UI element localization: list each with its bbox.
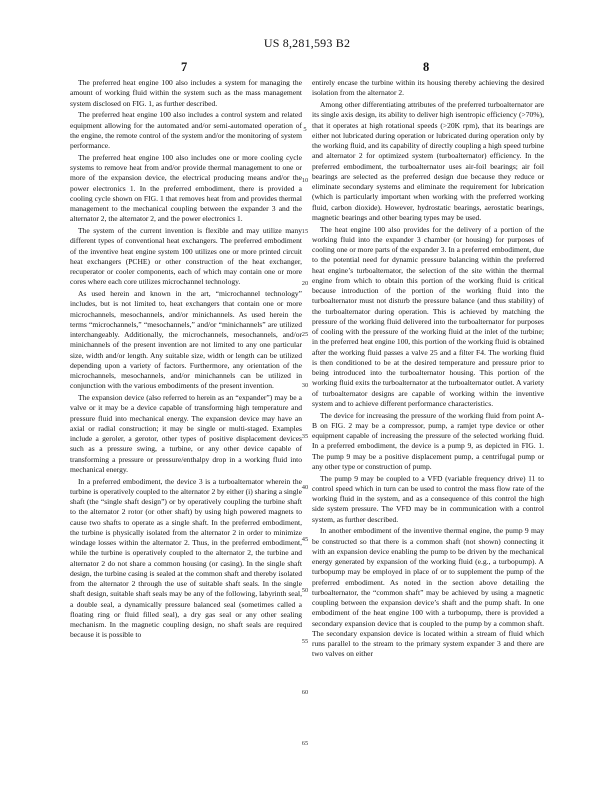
paragraph: The preferred heat engine 100 also includes a system for managing the amount of working fluid within the system such as the mass management system disclosed on FIG. 1, as further described. — [70, 78, 302, 108]
line-number: 5 — [303, 126, 307, 133]
right-text-column — [312, 78, 544, 661]
line-number: 40 — [301, 484, 309, 491]
patent-number-header: US 8,281,593 B2 — [263, 36, 351, 50]
line-number: 55 — [301, 638, 309, 645]
paragraph: The expansion device (also referred to herein as an “expander”) may be a valve or it may be a device capable of transforming high temperature and pressure fluid into mechanical energy. The expansion device may have an axial or radial construction; it may be single or multi-staged. Examples include a geroler, a gerotor, other types of positive displacement devices such as a pressure swing, a turbine, or any other device capable of transforming a pressure or pressure/enthalpy drop in a working fluid into mechanical energy. — [70, 393, 302, 474]
paragraph: entirely encase the turbine within its housing thereby achieving the desired isolation from the alternator 2. — [312, 78, 544, 98]
paragraph: The heat engine 100 also provides for the delivery of a portion of the working fluid into the expander 3 chamber (or housing) for purposes of cooling one or more parts of the expander 3. In a preferred embodiment, due to the potential need for dynamic pressure balancing within the preferred heat engine’s turboalternator, the selection of the site within the thermal engine from which to obtain this portion of the working fluid is critical because introduction of the portion of the working fluid into the turboalternator must not disturb the pressure balance (and thus stability) of the turboalternator during operation. This is achieved by matching the pressure of the working fluid delivered into the turboalternator for purposes of cooling with the pressure of the working fluid at the inlet of the turbine; in the preferred heat engine 100, this portion of the working fluid is obtained after the working fluid passes a valve 25 and a filter F4. The working fluid is then conditioned to be at the desired temperature and pressure prior to being introduced into the turboalternator housing. This portion of the working fluid exits the turboalternator at the turboalternator outlet. A variety of turboalternator designs are capable of working within the inventive system and to achieve different performance characteristics. — [312, 224, 544, 408]
line-number: 65 — [301, 740, 309, 747]
line-number: 10 — [301, 177, 309, 184]
paragraph: As used herein and known in the art, “microchannel technology” includes, but is not limited to, heat exchangers that contain one or more microchannels, mesochannels, and/or minichannels. As used herein the terms “microchannels,” “mesochannels,” and/or “minichannels” are utilized interchangeably. Additionally, the microchannels, mesochannels, and/or minichannels of the present invention are not limited to any one particular size, width and/or length. Any suitable size, width or length can be utilized depending upon a variety of factors. Furthermore, any orientation of the microchannels, mesochannels, and/or minichannels can be utilized in conjunction with the various embodiments of the present invention. — [70, 289, 302, 391]
line-number: 35 — [301, 433, 309, 440]
paragraph: In a preferred embodiment, the device 3 is a turboalternator wherein the turbine is operatively coupled to the alternator 2 by either (i) sharing a single shaft (the “single shaft design”) or by operatively coupling the turbine shaft to the alternator 2 rotor (or other shaft) by using high powered magnets to cause two shafts to operate as a single shaft. In the preferred embodiment, the turbine is physically isolated from the alternator 2 in order to minimize windage losses within the alternator 2. Thus, in the preferred embodiment, while the turbine is operatively coupled to the alternator 2, the turbine and alternator 2 do not share a common housing (or casing). In the single shaft design, the turbine casing is sealed at the common shaft and thereby isolated from the alternator 2 through the use of suitable shaft seals. In the single shaft design, suitable shaft seals may be any of the following, labyrinth seal, a double seal, a dynamically pressure balanced seal (sometimes called a floating ring or fluid filled seal), a dry gas seal or any other sealing mechanism. In the magnetic coupling design, no shaft seals are required because it is possible to — [70, 476, 302, 640]
line-number: 25 — [301, 331, 309, 338]
paragraph: The pump 9 may be coupled to a VFD (variable frequency drive) 11 to control speed which in turn can be used to control the mass flow rate of the working fluid in the system, and as a consequence of this control the high side system pressure. The VFD may be in communication with a control system, as further described. — [312, 473, 544, 524]
paragraph: In another embodiment of the inventive thermal engine, the pump 9 may be constructed so that there is a common shaft (not shown) connecting it with an expansion device enabling the pump to be driven by the mechanical energy generated by expansion of the working fluid (e.g., a turbopump). A turbopump may be employed in place of or to supplement the pump of the preferred embodiment. As noted in the section above detailing the turboalternator, the “common shaft” may be achieved by using a magnetic coupling between the expansion device’s shaft and the pump shaft. In one embodiment of the heat engine 100 with a turbopump, there is provided a secondary expansion device that is coupled to the pump by a common shaft. The secondary expansion device is located within a stream of fluid which runs parallel to the stream to the primary system expander 3 and there are two valves on either — [312, 526, 544, 659]
line-number: 15 — [301, 228, 309, 235]
line-number: 60 — [301, 689, 309, 696]
paragraph: The preferred heat engine 100 also includes a control system and related equipment allowing for the automated and/or semi-automated operation of the engine, the remote control of the system and/or the monitoring of system performance. — [70, 110, 302, 150]
line-number: 45 — [301, 536, 309, 543]
left-text-column — [70, 78, 302, 642]
paragraph: Among other differentiating attributes of the preferred turboalternator are its single axis design, its ability to deliver high isentropic efficiency (>70%), that it operates at high rotational speeds (>20K rpm), that its bearings are either not lubricated during operation or lubricated during operation only by the working fluid, and its capability of directly coupling a high speed turbine and alternator 2 for optimized system (turboalternator) efficiency. In the preferred embodiment, the turboalternator uses air-foil bearings; air foil bearings are selected as the preferred design due because they reduce or eliminate secondary systems and eliminate the requirement for lubrication (which is particularly important when working with the preferred working fluid, carbon dioxide). However, hydrostatic bearings, aerostatic bearings, magnetic bearings and other bearing types may be used. — [312, 100, 545, 222]
left-column-number: 7 — [181, 60, 188, 74]
paragraph: The preferred heat engine 100 also includes one or more cooling cycle systems to remove heat from and/or provide thermal management to one or more of the expansion device, the electrical producing means and/or the power electronics 1. In the preferred embodiment, there is provided a cooling cycle shown on FIG. 1 that removes heat from and provides thermal management to the mechanical coupling between the expander 3 and the alternator 2, the alternator 2, and the power electronics 1. — [70, 152, 302, 224]
paragraph: The system of the current invention is flexible and may utilize many different types of conventional heat exchangers. The preferred embodiment of the inventive heat engine system 100 utilizes one or more printed circuit heat exchangers (PCHE) or other construction of the heat exchanger, recuperator or cooler components, each of which may contain one or more cores where each core utilizes microchannel technology. — [70, 226, 302, 287]
line-number: 50 — [301, 587, 309, 594]
line-number: 20 — [301, 280, 309, 287]
paragraph: The device for increasing the pressure of the working fluid from point A-B on FIG. 2 may be a compressor, pump, a ramjet type device or other equipment capable of increasing the pressure of the selected working fluid. In a preferred embodiment, the device is a pump 9, as depicted in FIG. 1. The pump 9 may be a positive displacement pump, a centrifugal pump or any other type or construction of pump. — [312, 410, 544, 471]
right-column-number: 8 — [423, 60, 430, 74]
line-number: 30 — [301, 382, 309, 389]
